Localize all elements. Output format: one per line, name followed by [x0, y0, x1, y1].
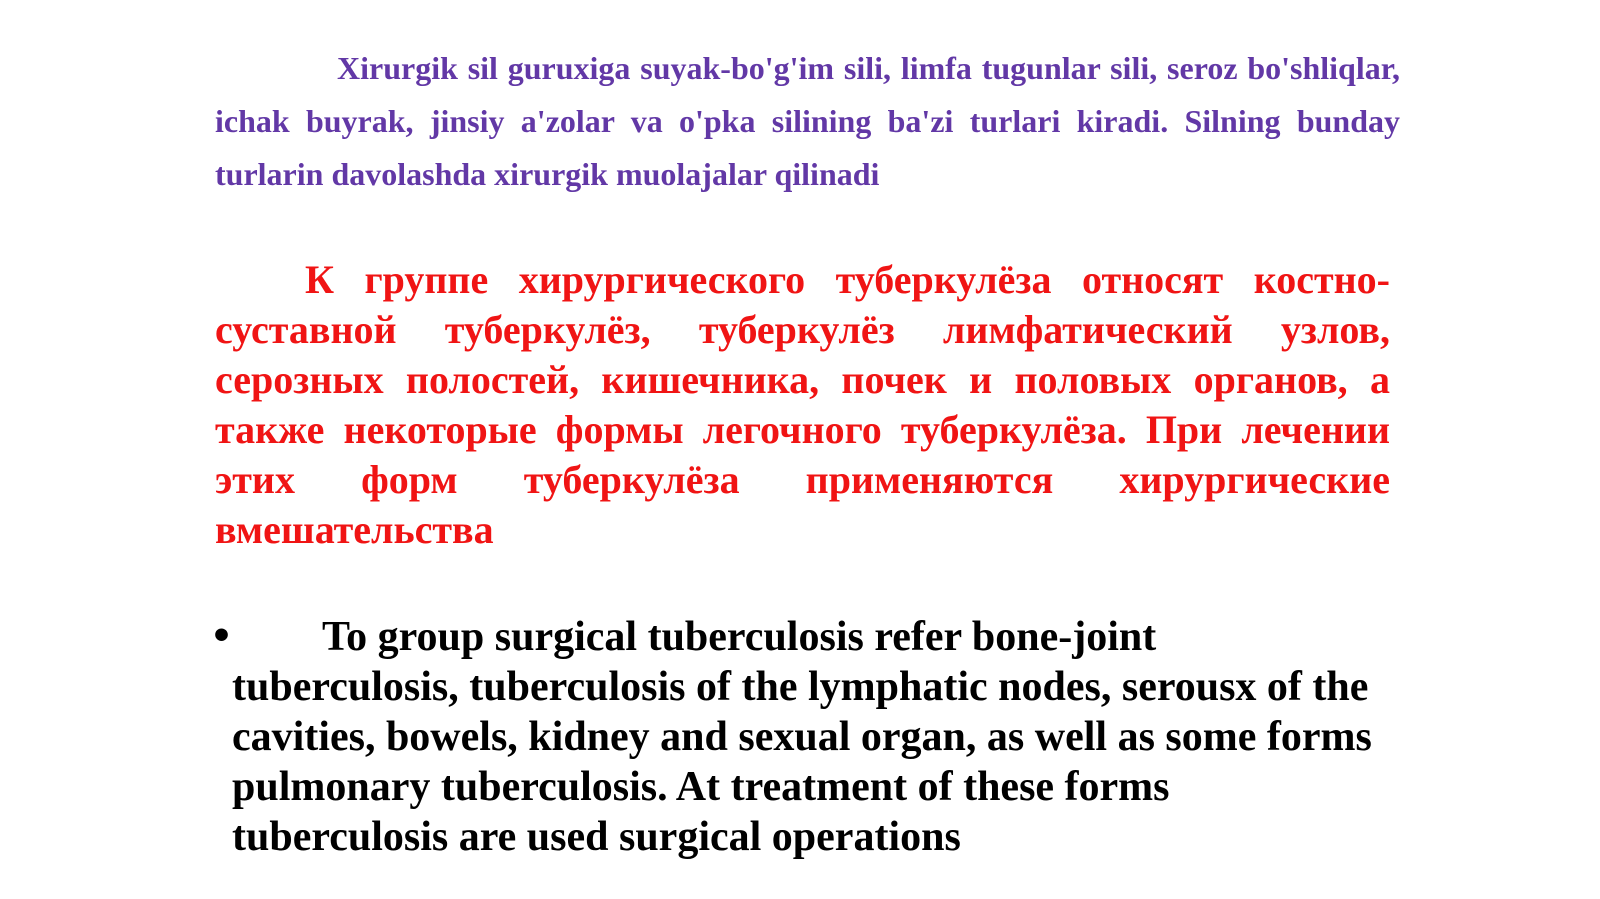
bullet-list — [210, 612, 1390, 862]
bullet-icon: • — [210, 616, 234, 657]
uzbek-paragraph: Xirurgik sil guruxiga suyak-bo'g'im sili, limfa tugunlar sili, seroz bo'shliqlar, ichak buyrak, jinsiy a'zolar va o'pka silining ba'zi turlari kiradi. Silning bunday turlarin davolashda xirurgik muolajalar qilinadi — [215, 50, 1400, 192]
english-bullet-text: To group surgical tuberculosis refer bone-joint tuberculosis, tuberculosis of the lymphatic nodes, serousx of the cavities, bowels, kidney and sexual organ, as well as some forms pulmonary tuberculosis. At treatment of these forms tuberculosis are used surgical operations — [232, 614, 1372, 860]
russian-paragraph: К группе хирургического туберкулёза относят костно-суставной туберкулёз, туберкулёз лимфатический узлов, серозных полостей, кишечника, почек и половых органов, а также некоторые формы легочного туберкулёза. При лечении этих форм туберкулёза применяются хирургические вмешательства — [215, 257, 1390, 552]
list-item — [210, 612, 1390, 862]
